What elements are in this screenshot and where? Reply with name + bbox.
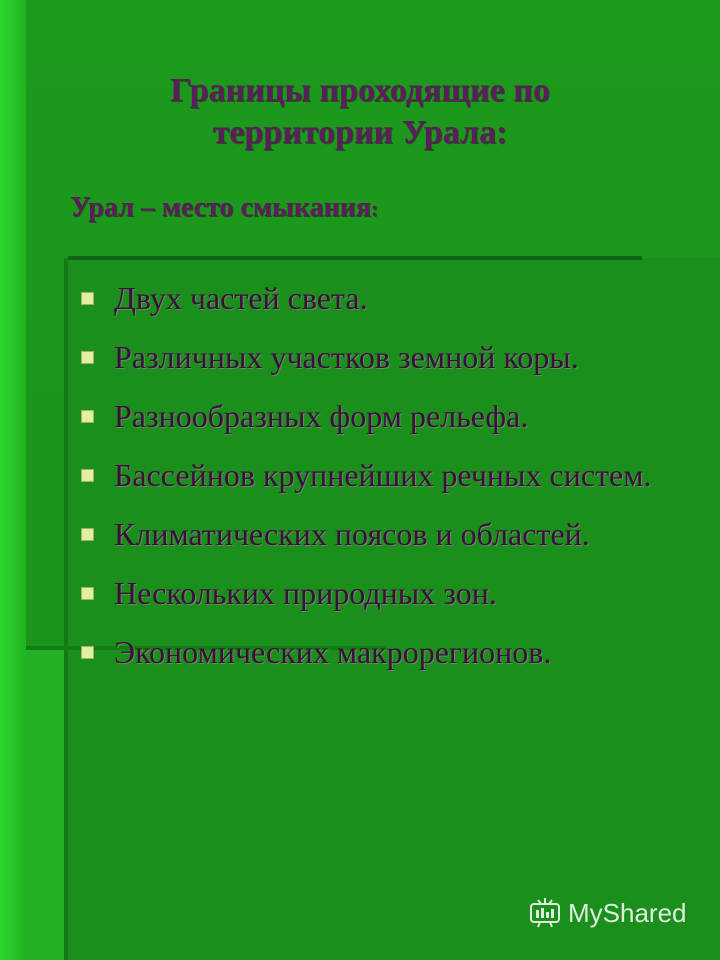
square-bullet-icon — [81, 410, 94, 423]
square-bullet-icon — [81, 646, 94, 659]
list-item-text: Бассейнов крупнейших речных систем. — [114, 457, 652, 493]
slide-subtitle — [70, 192, 378, 224]
watermark-text: MyShared — [568, 897, 687, 928]
list-item — [78, 451, 688, 499]
myshared-watermark — [528, 896, 687, 930]
panel-top-divider — [68, 256, 642, 260]
list-item — [78, 510, 688, 558]
square-bullet-icon — [81, 528, 94, 541]
list-item-text: Разнообразных форм рельефа. — [114, 398, 529, 434]
lower-accent-band — [26, 648, 68, 960]
list-item-text: Двух частей света. — [114, 280, 368, 316]
list-item — [78, 628, 688, 676]
title-line-2: территории Урала: — [212, 114, 508, 151]
list-item-text: Различных участков земной коры. — [114, 339, 579, 375]
subtitle-colon: : — [370, 196, 379, 221]
subtitle-text: Урал – место смыкания — [70, 192, 371, 223]
square-bullet-icon — [81, 351, 94, 364]
list-item — [78, 569, 688, 617]
square-bullet-icon — [81, 469, 94, 482]
list-item — [78, 392, 688, 440]
slide-title — [60, 70, 660, 154]
list-item — [78, 333, 688, 381]
list-item-text: Климатических поясов и областей. — [114, 516, 590, 552]
left-accent-strip — [0, 0, 26, 960]
square-bullet-icon — [81, 587, 94, 600]
square-bullet-icon — [81, 292, 94, 305]
list-item-text: Нескольких природных зон. — [114, 575, 497, 611]
bullet-list — [78, 274, 688, 687]
list-item-text: Экономических макрорегионов. — [114, 634, 552, 670]
list-item — [78, 274, 688, 322]
title-line-1: Границы проходящие по — [170, 72, 550, 109]
myshared-logo-icon — [528, 896, 562, 930]
panel-left-divider — [64, 258, 68, 960]
